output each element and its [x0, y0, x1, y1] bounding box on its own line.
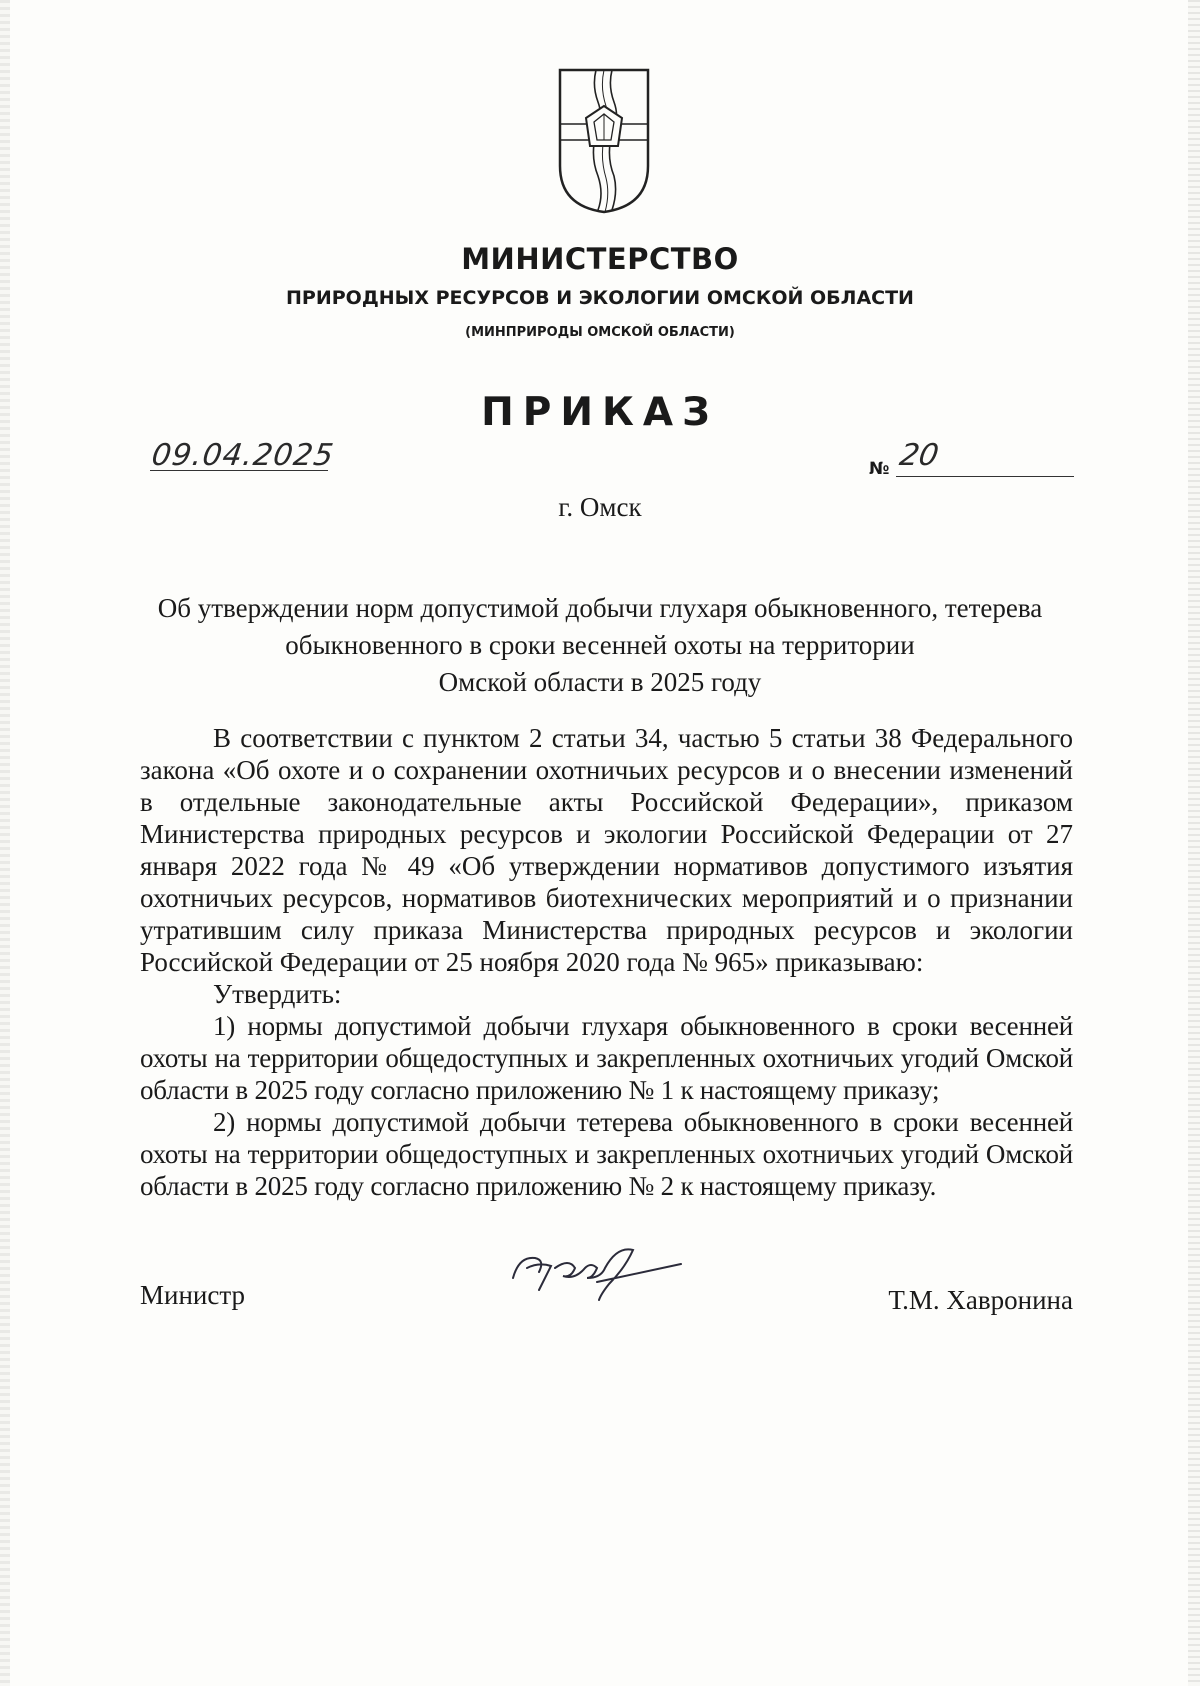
preamble-paragraph: В соответствии с пунктом 2 статьи 34, частью 5 статьи 38 Федерального закона «Об охоте и о сохранении охотничьих ресурсов и о внесении изменений в отдельные законодательные акты Российской Федерации», приказом Министерства природных ресурсов и экологии Российской Федерации от 27 января 2022 года № 49 «Об утверждении нормативов допустимого изъятия охотничьих ресурсов, нормативов биотехнических мероприятий и о признании утратившим силу приказа Министерства природных ресурсов и экологии Российской Федерации от 25 ноября 2020 года № 965» приказываю:	[140, 723, 1073, 977]
coat-of-arms-icon	[556, 66, 652, 216]
number-label: №	[869, 459, 890, 479]
document-body	[140, 722, 1073, 1202]
ministry-short-name: (МИНПРИРОДЫ ОМСКОЙ ОБЛАСТИ)	[465, 325, 735, 340]
ministry-subtitle: ПРИРОДНЫХ РЕСУРСОВ И ЭКОЛОГИИ ОМСКОЙ ОБЛАСТИ	[286, 287, 914, 309]
item-1-paragraph: 1) нормы допустимой добычи глухаря обыкновенного в сроки весенней охоты на территории общедоступных и закрепленных охотничьих угодий Омской области в 2025 году согласно приложению № 1 к настоящему приказу;	[140, 1011, 1073, 1105]
subject-line: Об утверждении норм допустимой добычи глухаря обыкновенного, тетерева	[157, 593, 1043, 623]
approve-paragraph: Утвердить:	[213, 979, 342, 1009]
document-number: 20	[896, 438, 942, 473]
item-2-paragraph: 2) нормы допустимой добычи тетерева обыкновенного в сроки весенней охоты на территории общедоступных и закрепленных охотничьих угодий Омской области в 2025 году согласно приложению № 2 к настоящему приказу.	[140, 1107, 1073, 1201]
signatory-position: Министр	[140, 1280, 245, 1310]
subject-line: обыкновенного в сроки весенней охоты на территории	[285, 630, 915, 660]
subject-line: Омской области в 2025 году	[438, 667, 762, 697]
date-underline	[150, 470, 328, 471]
ministry-title: МИНИСТЕРСТВО	[461, 242, 739, 276]
document-city: г. Омск	[558, 492, 642, 522]
document-subject	[130, 590, 1070, 701]
number-underline	[896, 476, 1074, 477]
signatory-name: Т.М. Хавронина	[888, 1285, 1073, 1315]
handwritten-signature-icon	[505, 1238, 685, 1308]
document-date: 09.04.2025	[149, 438, 337, 473]
document-type: ПРИКАЗ	[481, 390, 719, 435]
